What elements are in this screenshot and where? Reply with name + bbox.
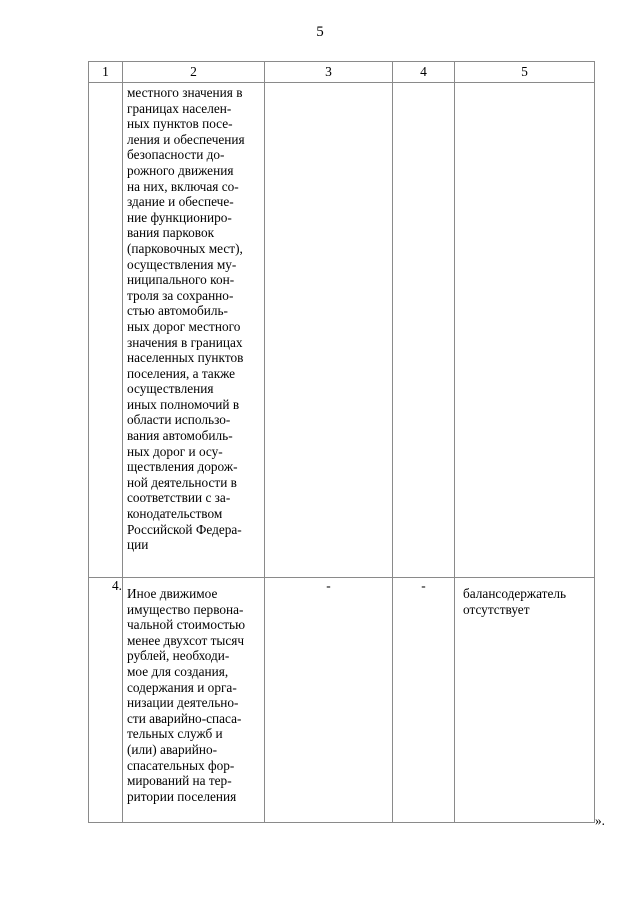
text-line: конодательством — [127, 506, 223, 522]
col3-cell — [265, 83, 393, 578]
col4-cell: - — [393, 578, 455, 823]
text-line: ных дорог и осу- — [127, 443, 223, 459]
text-line: иных полномочий в — [127, 396, 240, 412]
text-line: менее двухсот тысяч — [127, 632, 245, 648]
text-line: ции — [127, 537, 149, 553]
text-line: местного значения в — [127, 85, 243, 100]
holder-cell — [455, 578, 595, 823]
text-line: рожного движения — [127, 162, 234, 178]
text-line: сти аварийно-спаса- — [127, 710, 242, 726]
table-row — [89, 578, 595, 823]
text-line: ных дорог местного — [127, 318, 241, 334]
text-line: балансодержатель — [463, 586, 567, 601]
text-line: отсутствует — [463, 601, 530, 617]
text-line: вания автомобиль- — [127, 428, 233, 444]
text-line: спасательных фор- — [127, 757, 235, 773]
text-line: Иное движимое — [127, 586, 218, 601]
text-line: ления и обеспечения — [127, 131, 245, 147]
description-text — [123, 578, 264, 806]
text-line: низации деятельно- — [127, 695, 239, 711]
text-line: области использо- — [127, 412, 231, 428]
text-line: ниципального кон- — [127, 272, 235, 288]
property-table — [88, 61, 595, 823]
table-row — [89, 83, 595, 578]
col4-cell — [393, 83, 455, 578]
description-cell — [123, 578, 265, 823]
text-line: стью автомобиль- — [127, 303, 228, 319]
text-line: вания парковок — [127, 225, 215, 241]
holder-text — [455, 578, 594, 617]
description-text — [123, 83, 264, 555]
holder-text — [455, 83, 594, 91]
text-line: осуществления му- — [127, 256, 237, 272]
text-line: ние функциониро- — [127, 209, 232, 225]
row-number: 4. — [89, 578, 123, 823]
header-cell-1: 1 — [89, 62, 123, 83]
text-line: содержания и орга- — [127, 679, 237, 695]
header-cell-4: 4 — [393, 62, 455, 83]
text-line: мое для создания, — [127, 663, 229, 679]
header-row — [89, 62, 595, 83]
text-line: безопасности до- — [127, 147, 225, 163]
text-line: Российской Федера- — [127, 521, 242, 537]
text-line: имущество первона- — [127, 601, 244, 617]
row-number — [89, 83, 123, 578]
col3-cell: - — [265, 578, 393, 823]
text-line: значения в границах — [127, 334, 243, 350]
header-cell-2: 2 — [123, 62, 265, 83]
text-line: (парковочных мест), — [127, 240, 243, 256]
text-line: тельных служб и — [127, 726, 223, 742]
text-line: соответствии с за- — [127, 490, 231, 506]
text-line: поселения, а также — [127, 365, 236, 381]
text-line: ной деятельности в — [127, 474, 237, 490]
description-cell — [123, 83, 265, 578]
text-line: населенных пунктов — [127, 350, 244, 366]
text-line: троля за сохранно- — [127, 287, 234, 303]
text-line: осуществления — [127, 381, 214, 397]
header-cell-5: 5 — [455, 62, 595, 83]
text-line: (или) аварийно- — [127, 741, 218, 757]
holder-cell — [455, 83, 595, 578]
text-line: ществления дорож- — [127, 459, 238, 475]
text-line: ритории поселения — [127, 788, 237, 804]
page-number: 5 — [316, 24, 324, 40]
text-line: мирований на тер- — [127, 773, 232, 789]
text-line: рублей, необходи- — [127, 648, 230, 664]
text-line: здание и обеспече- — [127, 194, 234, 210]
closing-quote-mark: ». — [595, 813, 605, 828]
header-cell-3: 3 — [265, 62, 393, 83]
text-line: чальной стоимостью — [127, 617, 246, 633]
text-line: ных пунктов посе- — [127, 116, 233, 132]
text-line: на них, включая со- — [127, 178, 239, 194]
text-line: границах населен- — [127, 100, 232, 116]
